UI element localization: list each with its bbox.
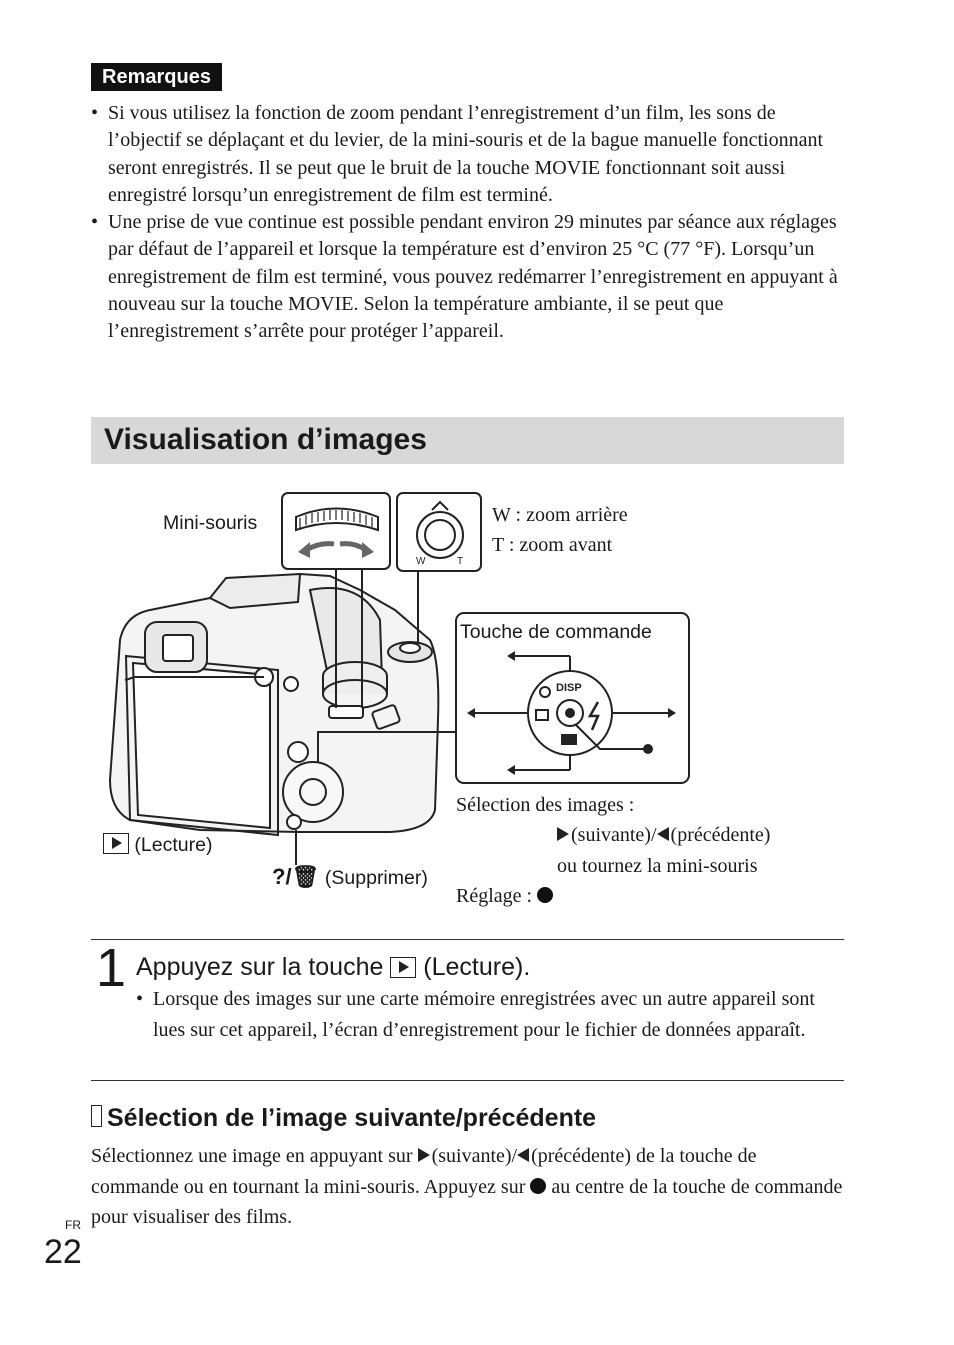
body-part-3: (précédente) de la touche de commande ou en tournant la mini-souris. Appuyez sur: [91, 1145, 757, 1198]
supprimer-callout: [272, 865, 428, 890]
mini-souris-label: Mini-souris: [163, 512, 258, 534]
play-icon: [390, 957, 416, 978]
reglage-label: Réglage :: [456, 885, 533, 907]
zoom-w-label: W : zoom arrière: [492, 504, 628, 526]
step-title: [136, 950, 530, 984]
body-part-4: au centre de la touche de commande pour visualiser des films.: [91, 1175, 843, 1229]
zoom-lever-callout: [397, 493, 481, 571]
center-dot-icon: [530, 1178, 546, 1194]
remarks-tag: Remarques: [91, 63, 222, 91]
page-language: FR: [65, 1218, 81, 1232]
supprimer-label: (Supprimer): [324, 867, 428, 889]
control-title-label: Touche de commande: [460, 621, 652, 643]
subsection-title: [91, 1100, 596, 1136]
section-title: Visualisation d’images: [104, 423, 427, 456]
tournez-label: ou tournez la mini-souris: [557, 855, 758, 877]
remark-text: Une prise de vue continue est possible pendant environ 29 minutes par séance aux réglages par défaut de l’appareil et lorsque la température est d’environ 25 °C (77 °F). Lorsqu’un enregistrement de film est terminé, vous pouvez redémarrer l’enregistrement en appuyant à nouveau sur la touche MOVIE. Selon la température ambiante, il se peut que l’enregistrement s’arrête pour protéger l’appareil.: [108, 211, 838, 343]
section-marker-icon: [91, 1105, 102, 1127]
zoom-t-label: T : zoom avant: [492, 534, 613, 556]
step-note-text: Lorsque des images sur une carte mémoire enregistrées avec un autre appareil sont lues sur cet appareil, l’écran d’enregistrement pour le fichier de données apparaît.: [153, 988, 815, 1041]
subsection-body: [91, 1141, 843, 1233]
mini-souris-callout: [282, 493, 390, 569]
prev-arrow-icon: [517, 1148, 529, 1162]
step-note-item: • Lorsque des images sur une carte mémoire enregistrées avec un autre appareil sont lues sur cet appareil, l’écran d’enregistrement pour le fichier de données apparaît.: [136, 988, 815, 1041]
remark-text: Si vous utilisez la fonction de zoom pendant l’enregistrement d’un film, les sons de l’objectif se déplaçant et du levier, de la mini-souris et de la bague manuelle fonctionnant seront enregistrés. Il se peut que le bruit de la touche MOVIE fonctionnant soit aussi enregistré lorsqu’un enregistrement de film est terminé.: [108, 102, 824, 206]
next-prev-line: [557, 823, 770, 847]
prev-arrow-icon: [657, 827, 669, 841]
lecture-callout: [103, 833, 212, 857]
disp-label: DISP: [556, 682, 582, 694]
reglage-line: [456, 884, 553, 908]
play-icon: [103, 833, 129, 854]
step-number: 1: [96, 938, 127, 998]
lever-w-label: W: [416, 556, 426, 567]
lever-t-label: T: [457, 556, 464, 567]
step-title-after: (Lecture).: [423, 953, 531, 981]
step-title-before: Appuyez sur la touche: [136, 953, 384, 981]
lecture-label: (Lecture): [134, 834, 213, 856]
body-part-2: (suivante)/: [431, 1145, 518, 1167]
step-note: [136, 984, 826, 1045]
subsection-title-text: Sélection de l’image suivante/précédente: [107, 1104, 597, 1132]
section-header: [91, 417, 844, 464]
precedente-text: (précédente): [670, 824, 771, 846]
suivante-text: (suivante)/: [571, 824, 657, 846]
page-number: 22: [44, 1233, 82, 1271]
remarks-list: [91, 100, 843, 346]
center-dot-icon: [537, 887, 553, 903]
help-trash-icon: ?/🗑: [272, 864, 320, 889]
step-top-rule: [91, 939, 844, 940]
selection-label: Sélection des images :: [456, 794, 635, 816]
next-arrow-icon: [557, 827, 569, 841]
remark-item: • Une prise de vue continue est possible pendant environ 29 minutes par séance aux réglages par défaut de l’appareil et lorsque la température est d’environ 25 °C (77 °F). Lorsqu’un enregistrement de film est terminé, vous pouvez redémarrer l’enregistrement en appuyant à nouveau sur la touche MOVIE. Selon la température ambiante, il se peut que l’enregistrement s’arrête pour protéger l’appareil.: [91, 211, 838, 343]
step-bottom-rule: [91, 1080, 844, 1081]
body-part-1: Sélectionnez une image en appuyant sur: [91, 1145, 413, 1167]
next-arrow-icon: [418, 1148, 430, 1162]
remark-item: • Si vous utilisez la fonction de zoom pendant l’enregistrement d’un film, les sons de l’objectif se déplaçant et du levier, de la mini-souris et de la bague manuelle fonctionnant seront enregistrés. Il se peut que le bruit de la touche MOVIE fonctionnant soit aussi enregistré lorsqu’un enregistrement de film est terminé.: [91, 102, 824, 206]
